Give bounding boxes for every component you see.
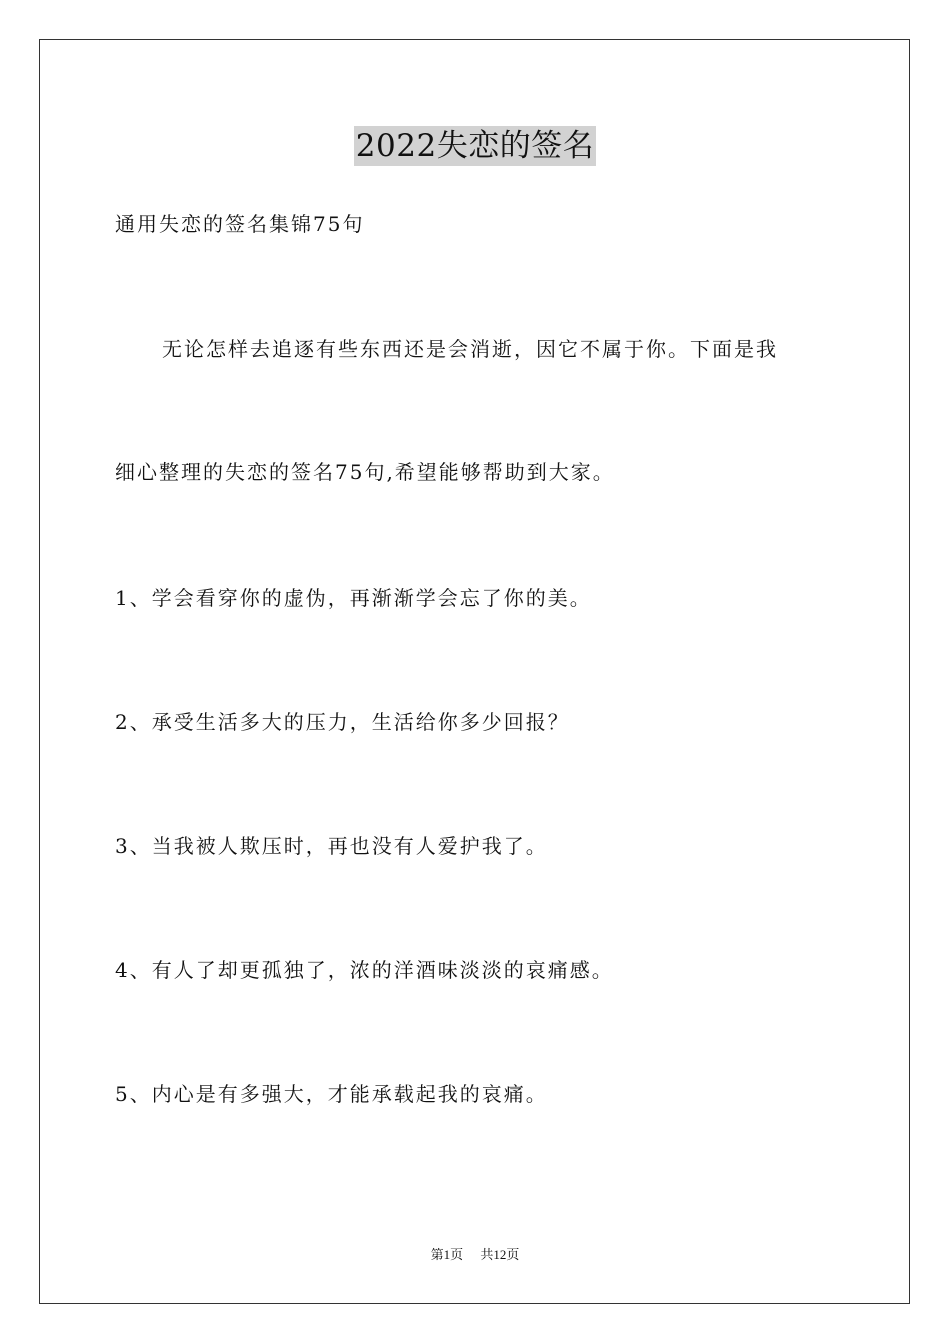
page-number: 第1页 <box>430 1247 464 1262</box>
list-item: 2、承受生活多大的压力，生活给你多少回报？ <box>115 710 570 734</box>
intro-paragraph-line-2: 细心整理的失恋的签名75句,希望能够帮助到大家。 <box>115 460 615 484</box>
page-footer <box>0 1245 950 1265</box>
intro-paragraph-line-1: 无论怎样去追逐有些东西还是会消逝，因它不属于你。下面是我 <box>162 337 778 361</box>
list-item: 3、当我被人欺压时，再也没有人爱护我了。 <box>115 834 548 858</box>
title-container <box>0 126 950 166</box>
list-item: 1、学会看穿你的虚伪，再渐渐学会忘了你的美。 <box>115 586 592 610</box>
list-item: 4、有人了却更孤独了，浓的洋酒味淡淡的哀痛感。 <box>115 958 614 982</box>
document-subtitle: 通用失恋的签名集锦75句 <box>115 212 365 236</box>
page-total: 共12页 <box>480 1247 520 1262</box>
list-item: 5、内心是有多强大，才能承载起我的哀痛。 <box>115 1082 548 1106</box>
document-title: 2022失恋的签名 <box>355 128 595 164</box>
